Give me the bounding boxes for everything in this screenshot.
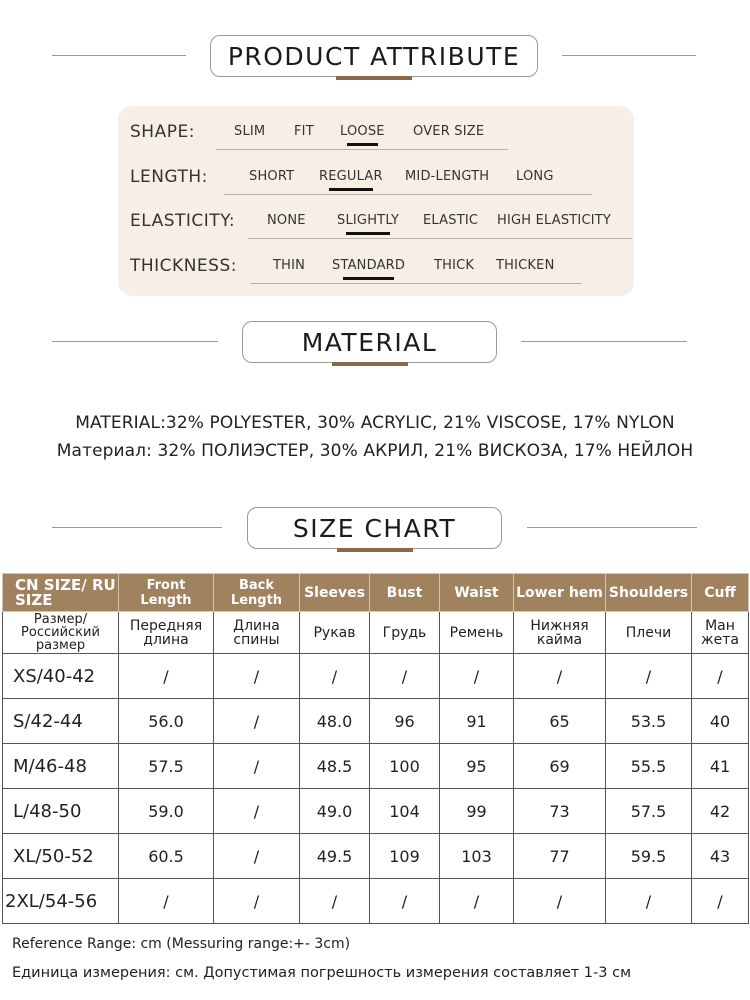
- table-row: [3, 879, 749, 924]
- section-title: MATERIAL: [301, 327, 438, 357]
- table-cell: Передняя длина: [119, 612, 214, 654]
- table-cell: Грудь: [370, 612, 440, 654]
- table-cell: Плечи: [606, 612, 692, 654]
- table-cell: /: [692, 879, 749, 924]
- divider-line: [52, 527, 222, 528]
- table-row: [3, 789, 749, 834]
- table-cell: 43: [692, 834, 749, 879]
- table-cell: 55.5: [606, 744, 692, 789]
- attribute-option: SHORT: [249, 169, 295, 184]
- section-title: PRODUCT ATTRIBUTE: [227, 41, 521, 71]
- table-cell: 56.0: [119, 699, 214, 744]
- table-cell: /: [370, 879, 440, 924]
- table-cell: 59.5: [606, 834, 692, 879]
- accent-bar: [337, 548, 413, 552]
- table-cell: 103: [440, 834, 514, 879]
- size-chart-header: [0, 497, 750, 557]
- table-cell: 99: [440, 789, 514, 834]
- table-cell: Ремень: [440, 612, 514, 654]
- column-header: Sleeves: [300, 574, 370, 612]
- table-cell: /: [514, 654, 606, 699]
- attribute-option: HIGH ELASTICITY: [497, 213, 612, 228]
- table-cell: 96: [370, 699, 440, 744]
- attribute-underline: [216, 149, 508, 150]
- table-cell: /: [606, 879, 692, 924]
- table-cell: 109: [370, 834, 440, 879]
- table-row-ru-header: [3, 612, 749, 654]
- table-cell: 53.5: [606, 699, 692, 744]
- table-cell: Длина спины: [214, 612, 300, 654]
- table-cell: 65: [514, 699, 606, 744]
- divider-line: [52, 55, 186, 56]
- attribute-option: MID-LENGTH: [405, 169, 490, 184]
- attribute-option: LONG: [516, 169, 554, 184]
- table-cell: /: [300, 879, 370, 924]
- reference-range-note-en: Reference Range: cm (Messuring range:+- 3cm): [12, 936, 351, 952]
- divider-line: [52, 341, 218, 342]
- table-cell: 60.5: [119, 834, 214, 879]
- reference-range-note-ru: Единица измерения: см. Допустимая погрешность измерения составляет 1-3 см: [12, 965, 632, 981]
- column-header: Waist: [440, 574, 514, 612]
- attribute-option: OVER SIZE: [413, 124, 485, 139]
- table-cell: 49.5: [300, 834, 370, 879]
- attribute-label: SHAPE:: [130, 122, 195, 142]
- accent-bar: [336, 76, 412, 80]
- table-cell: 91: [440, 699, 514, 744]
- section-title-pill: [247, 507, 502, 549]
- attribute-underline: [250, 283, 582, 284]
- table-cell: /: [214, 789, 300, 834]
- section-title-pill: [210, 35, 538, 77]
- table-header-row: [3, 574, 749, 612]
- attribute-option: ELASTIC: [423, 213, 479, 228]
- attribute-option: SLIM: [234, 124, 266, 139]
- table-cell: Ман жета: [692, 612, 749, 654]
- attribute-label: ELASTICITY:: [130, 211, 236, 231]
- table-cell: /: [300, 654, 370, 699]
- table-cell: /: [214, 744, 300, 789]
- column-header: Front Length: [119, 574, 214, 612]
- table-cell: Рукав: [300, 612, 370, 654]
- table-cell: 40: [692, 699, 749, 744]
- column-header: Back Length: [214, 574, 300, 612]
- table-cell: 57.5: [606, 789, 692, 834]
- size-cell: S/42-44: [3, 699, 119, 744]
- column-header: CN SIZE/ RU SIZE: [3, 574, 119, 612]
- size-cell: 2XL/54-56: [3, 879, 119, 924]
- attribute-row-shape: [130, 116, 620, 152]
- section-title: SIZE CHART: [292, 513, 457, 543]
- table-cell: /: [440, 879, 514, 924]
- material-composition-en: MATERIAL:32% POLYESTER, 30% ACRYLIC, 21% VISCOSE, 17% NYLON: [75, 413, 675, 433]
- material-composition-ru: Материал: 32% ПОЛИЭСТЕР, 30% АКРИЛ, 21% ВИСКОЗА, 17% НЕЙЛОН: [56, 441, 694, 461]
- size-cell: XS/40-42: [3, 654, 119, 699]
- table-cell: /: [119, 879, 214, 924]
- table-cell: 49.0: [300, 789, 370, 834]
- material-header: [0, 311, 750, 371]
- table-cell: 104: [370, 789, 440, 834]
- table-cell: /: [214, 879, 300, 924]
- table-cell: 73: [514, 789, 606, 834]
- table-cell: 95: [440, 744, 514, 789]
- attribute-option: THIN: [273, 258, 306, 273]
- attribute-option-selected: STANDARD: [332, 258, 406, 273]
- divider-line: [521, 341, 687, 342]
- product-attribute-header: [0, 25, 750, 85]
- table-cell: Размер/ Российский размер: [3, 612, 119, 654]
- attribute-option-selected: SLIGHTLY: [337, 213, 400, 228]
- column-header: Cuff: [692, 574, 749, 612]
- attribute-option-selected: REGULAR: [319, 169, 383, 184]
- size-cell: XL/50-52: [3, 834, 119, 879]
- table-row: [3, 834, 749, 879]
- table-cell: 59.0: [119, 789, 214, 834]
- divider-line: [527, 527, 697, 528]
- size-chart-table: [2, 573, 749, 924]
- table-cell: 42: [692, 789, 749, 834]
- table-row: [3, 699, 749, 744]
- attribute-option: THICK: [434, 258, 475, 273]
- attribute-row-length: [130, 161, 620, 197]
- table-cell: Нижняя кайма: [514, 612, 606, 654]
- table-cell: /: [214, 699, 300, 744]
- attribute-option-selected: LOOSE: [340, 124, 385, 139]
- accent-bar: [332, 362, 408, 366]
- attribute-row-elasticity: [130, 205, 620, 241]
- table-cell: 77: [514, 834, 606, 879]
- column-header: Bust: [370, 574, 440, 612]
- attribute-underline: [248, 238, 632, 239]
- table-cell: /: [214, 834, 300, 879]
- attribute-underline: [224, 194, 592, 195]
- attribute-card: [118, 106, 634, 296]
- table-cell: /: [692, 654, 749, 699]
- attribute-label: LENGTH:: [130, 167, 208, 187]
- divider-line: [562, 55, 696, 56]
- attribute-row-thickness: [130, 250, 620, 286]
- table-cell: /: [119, 654, 214, 699]
- table-cell: /: [370, 654, 440, 699]
- table-cell: 69: [514, 744, 606, 789]
- column-header: Shoulders: [606, 574, 692, 612]
- column-header: Lower hem: [514, 574, 606, 612]
- section-title-pill: [242, 321, 497, 363]
- size-cell: L/48-50: [3, 789, 119, 834]
- table-cell: /: [606, 654, 692, 699]
- attribute-option: FIT: [294, 124, 314, 139]
- table-cell: 100: [370, 744, 440, 789]
- table-cell: /: [514, 879, 606, 924]
- table-row: [3, 654, 749, 699]
- table-cell: 57.5: [119, 744, 214, 789]
- table-cell: /: [214, 654, 300, 699]
- table-cell: 48.0: [300, 699, 370, 744]
- attribute-label: THICKNESS:: [130, 256, 237, 276]
- table-cell: /: [440, 654, 514, 699]
- table-row: [3, 744, 749, 789]
- table-cell: 48.5: [300, 744, 370, 789]
- attribute-option: THICKEN: [496, 258, 555, 273]
- attribute-option: NONE: [267, 213, 306, 228]
- size-cell: M/46-48: [3, 744, 119, 789]
- table-cell: 41: [692, 744, 749, 789]
